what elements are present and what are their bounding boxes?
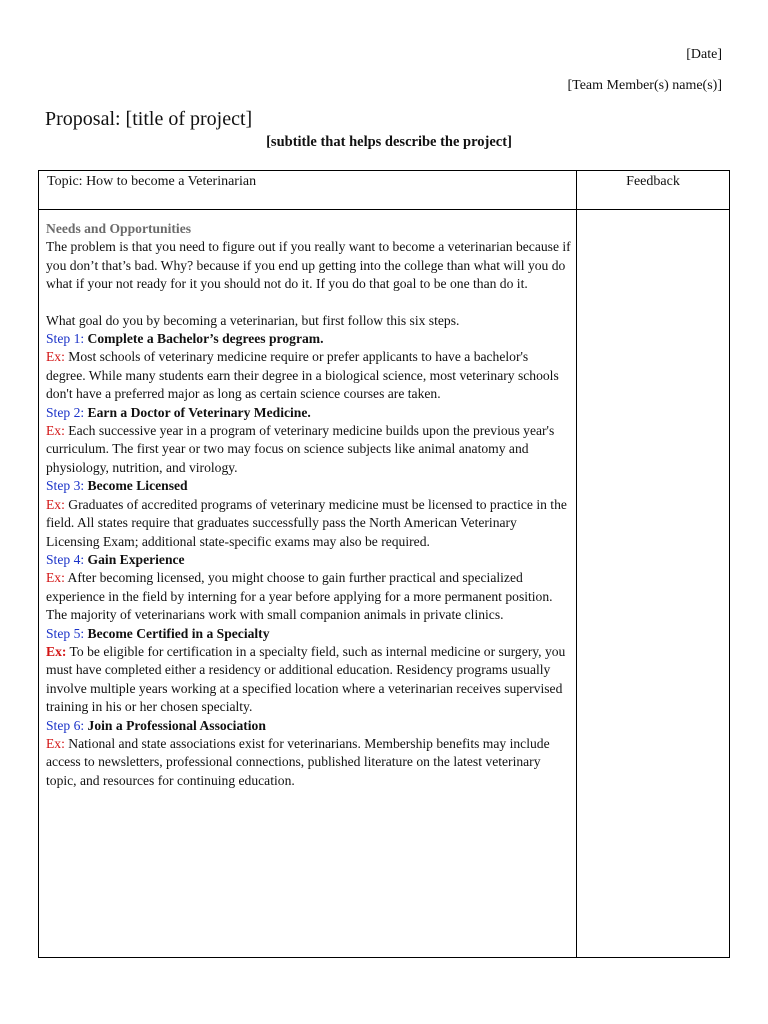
step-label: Step 2: bbox=[46, 404, 85, 420]
step-heading bbox=[46, 551, 571, 569]
step-text bbox=[46, 422, 571, 477]
ex-label: Ex: bbox=[46, 643, 67, 659]
step-title: Become Certified in a Specialty bbox=[87, 625, 270, 641]
step-text bbox=[46, 569, 571, 624]
proposal-title: Proposal: [title of project] bbox=[45, 108, 253, 130]
step-text bbox=[46, 348, 571, 403]
step-description: Graduates of accredited programs of veterinary medicine must be licensed to practice in the field. All states require that graduates successfully pass the North American Veterinary Licensing Exam; additional state-specific exams may also be required. bbox=[46, 496, 567, 549]
problem-paragraph: The problem is that you need to figure out if you really want to become a veterinarian because if you don’t that’s bad. Why? because if you end up getting into the college than what will you do what if your not ready for it you should not do it. If you do that goal to be one than do it. bbox=[46, 239, 571, 292]
topic-cell: Topic: How to become a Veterinarian bbox=[47, 174, 257, 189]
step-description: To be eligible for certification in a specialty field, such as internal medicine or surgery, you must have completed either a residency or additional education. Residency programs usually involve multiple years working at a specified location where a veterinarian receives supervised training in his or her chosen specialty. bbox=[46, 643, 566, 715]
proposal-table bbox=[38, 170, 730, 958]
needs-heading: Needs and Opportunities bbox=[46, 221, 192, 236]
feedback-header: Feedback bbox=[626, 174, 680, 189]
column-divider bbox=[576, 171, 577, 957]
step-description: Each successive year in a program of veterinary medicine builds upon the previous year's curriculum. The first year or two may focus on science subjects like animal anatomy and physiology, nutrition, and virology. bbox=[46, 423, 555, 475]
step-label: Step 3: bbox=[46, 478, 85, 494]
step-title: Earn a Doctor of Veterinary Medicine. bbox=[87, 404, 311, 420]
step-description: National and state associations exist for veterinarians. Membership benefits may include access to newsletters, professional connections, published literature on the latest veterinary topic, and resources for continuing education. bbox=[46, 735, 550, 788]
date-placeholder: [Date] bbox=[686, 47, 722, 62]
step-text bbox=[46, 496, 571, 551]
step-title: Join a Professional Association bbox=[87, 717, 266, 733]
step-label: Step 1: bbox=[46, 331, 85, 347]
header-divider bbox=[39, 209, 729, 210]
ex-label: Ex: bbox=[46, 735, 65, 751]
team-members-placeholder: [Team Member(s) name(s)] bbox=[567, 78, 722, 93]
step-title: Complete a Bachelor’s degrees program. bbox=[87, 331, 324, 347]
ex-label: Ex: bbox=[46, 423, 65, 439]
content-cell bbox=[46, 220, 571, 790]
step-heading bbox=[46, 625, 571, 643]
ex-label: Ex: bbox=[46, 496, 65, 512]
ex-label: Ex: bbox=[46, 349, 65, 365]
step-title: Gain Experience bbox=[87, 551, 185, 567]
ex-label: Ex: bbox=[46, 570, 65, 586]
step-text bbox=[46, 735, 571, 790]
step-heading bbox=[46, 717, 571, 735]
step-heading bbox=[46, 330, 571, 348]
step-label: Step 6: bbox=[46, 717, 85, 733]
step-text bbox=[46, 643, 571, 717]
step-heading bbox=[46, 404, 571, 422]
step-label: Step 5: bbox=[46, 625, 85, 641]
proposal-subtitle: [subtitle that helps describe the project] bbox=[266, 134, 512, 150]
step-heading bbox=[46, 477, 571, 495]
step-description: After becoming licensed, you might choose to gain further practical and specialized experience in the field by interning for a year before applying for a more permanent position. The majority of veterinarians work with small companion animals in private clinics. bbox=[46, 570, 553, 623]
step-label: Step 4: bbox=[46, 551, 85, 567]
step-description: Most schools of veterinary medicine require or prefer applicants to have a bachelor's degree. While many students earn their degree in a biological science, most veterinary schools don't have a preferred major as long as certain science courses are taken. bbox=[46, 349, 559, 402]
step-title: Become Licensed bbox=[87, 478, 188, 494]
goal-paragraph: What goal do you by becoming a veterinarian, but first follow this six steps. bbox=[46, 312, 460, 328]
